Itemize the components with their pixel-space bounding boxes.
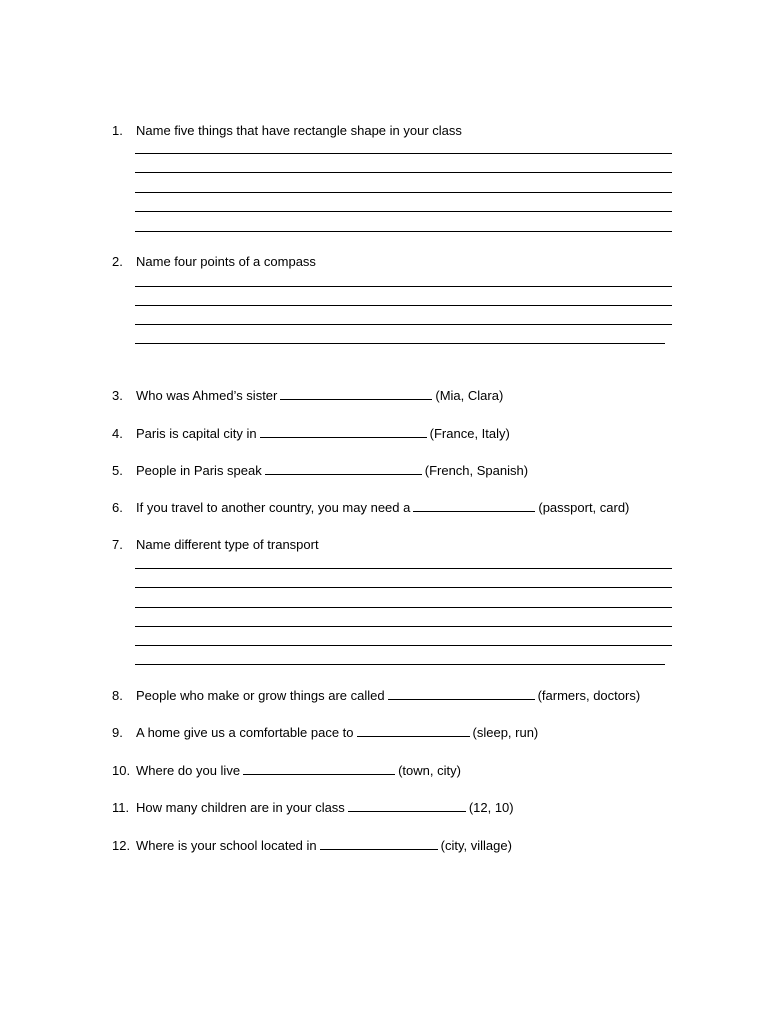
question-text: Name different type of transport	[136, 537, 319, 552]
answer-line[interactable]	[135, 343, 665, 344]
question-10	[112, 762, 702, 779]
answer-blank[interactable]	[243, 762, 395, 775]
answer-options: (town, city)	[398, 763, 461, 778]
question-number: 8.	[112, 688, 123, 703]
answer-blank[interactable]	[280, 387, 432, 400]
answer-line[interactable]	[135, 568, 672, 569]
answer-blank[interactable]	[320, 837, 438, 850]
answer-options: (sleep, run)	[472, 725, 539, 740]
question-number: 9.	[112, 725, 123, 740]
answer-blank[interactable]	[265, 462, 422, 475]
question-7	[112, 537, 702, 553]
question-12	[112, 837, 702, 854]
answer-line[interactable]	[135, 305, 672, 306]
question-text: Paris is capital city in	[136, 426, 257, 441]
question-11	[112, 799, 702, 816]
question-text: People in Paris speak	[136, 463, 262, 478]
question-2	[112, 254, 702, 270]
question-number: 5.	[112, 463, 123, 478]
answer-line[interactable]	[135, 645, 672, 646]
answer-line[interactable]	[135, 153, 672, 154]
answer-options: (France, Italy)	[429, 426, 510, 441]
question-text: People who make or grow things are called	[136, 688, 385, 703]
question-text: Where is your school located in	[136, 838, 317, 853]
question-4	[112, 425, 702, 442]
question-text: Name four points of a compass	[136, 254, 316, 269]
answer-options: (French, Spanish)	[424, 463, 529, 478]
answer-line[interactable]	[135, 231, 672, 232]
answer-line[interactable]	[135, 324, 672, 325]
answer-options: (12, 10)	[468, 800, 514, 815]
question-number: 4.	[112, 426, 123, 441]
question-number: 1.	[112, 123, 123, 138]
question-text: Where do you live	[136, 763, 241, 778]
question-text: If you travel to another country, you may need a	[136, 500, 411, 515]
question-8	[112, 687, 702, 704]
answer-line[interactable]	[135, 607, 672, 608]
answer-blank[interactable]	[388, 687, 535, 700]
answer-options: (Mia, Clara)	[435, 388, 504, 403]
question-number: 7.	[112, 537, 123, 552]
question-text: Who was Ahmed’s sister	[136, 388, 278, 403]
question-number: 3.	[112, 388, 123, 403]
answer-line[interactable]	[135, 192, 672, 193]
question-6	[112, 499, 702, 516]
answer-blank[interactable]	[357, 724, 470, 737]
answer-line[interactable]	[135, 211, 672, 212]
answer-line[interactable]	[135, 626, 672, 627]
question-number: 12.	[112, 838, 131, 853]
answer-blank[interactable]	[260, 425, 427, 438]
question-text: A home give us a comfortable pace to	[136, 725, 354, 740]
question-1	[112, 123, 702, 139]
question-text: How many children are in your class	[136, 800, 345, 815]
question-number: 11.	[112, 800, 130, 815]
answer-line[interactable]	[135, 664, 665, 665]
question-3	[112, 387, 702, 404]
question-text: Name five things that have rectangle shape in your class	[136, 123, 462, 138]
question-number: 2.	[112, 254, 123, 269]
question-9	[112, 724, 702, 741]
answer-line[interactable]	[135, 587, 672, 588]
question-number: 10.	[112, 763, 131, 778]
answer-blank[interactable]	[348, 799, 466, 812]
answer-options: (farmers, doctors)	[537, 688, 641, 703]
answer-options: (city, village)	[440, 838, 512, 853]
answer-options: (passport, card)	[538, 500, 630, 515]
answer-line[interactable]	[135, 172, 672, 173]
question-number: 6.	[112, 500, 123, 515]
question-5	[112, 462, 702, 479]
answer-blank[interactable]	[413, 499, 535, 512]
answer-line[interactable]	[135, 286, 672, 287]
